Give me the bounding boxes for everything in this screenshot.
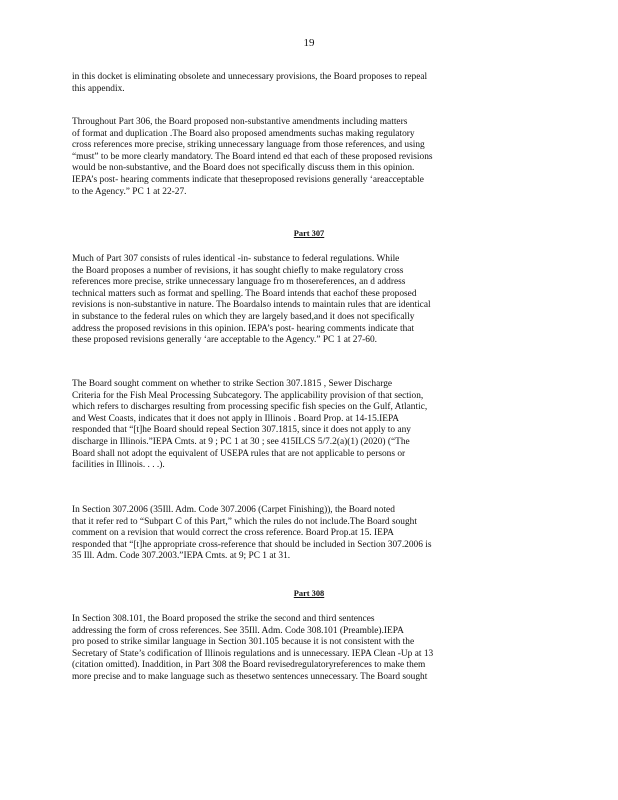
text-line: Much of Part 307 consists of rules identical -in- substance to federal regulations. While — [72, 254, 400, 264]
text-line: “must” to be more clearly mandatory. The Board intend ed that each of these proposed revisions — [72, 151, 433, 162]
text-line: the Board proposes a number of revisions, it has sought chiefly to make regulatory cross — [72, 265, 404, 276]
text-line: In Section 308.101, the Board proposed the strike the second and third sentences — [72, 614, 375, 624]
text-line: pro posed to strike similar language in Section 301.105 because it is not consistent with the — [72, 637, 415, 648]
text-line: this appendix. — [72, 83, 125, 94]
heading-part-308 — [0, 589, 618, 598]
paragraph-part-306 — [72, 117, 540, 198]
paragraph-section-307-2006 — [72, 505, 540, 563]
text-line: 35 Ill. Adm. Code 307.2003.”IEPA Cmts. at 9; PC 1 at 31. — [72, 551, 291, 562]
text-line: more precise and to make language such as thesetwo sentences unnecessary. The Board sought — [72, 671, 428, 682]
text-line: In Section 307.2006 (35Ill. Adm. Code 307.2006 (Carpet Finishing)), the Board noted — [72, 505, 395, 515]
text-line: The Board sought comment on whether to strike Section 307.1815 , Sewer Discharge — [72, 379, 393, 389]
text-line: Throughout Part 306, the Board proposed non-substantive amendments including matters — [72, 117, 408, 127]
text-line: responded that “[t]he appropriate cross-reference that should be included in Section 307.2006 is — [72, 539, 432, 550]
text-line: in this docket is eliminating obsolete and unnecessary provisions, the Board proposes to repeal — [72, 72, 428, 82]
text-line: discharge in Illinois.”IEPA Cmts. at 9 ; PC 1 at 30 ; see 415ILCS 5/7.2(a)(1) (2020) (“The — [72, 436, 410, 447]
text-line: and West Coasts, indicates that it does not apply in Illinois . Board Prop. at 14-15.IEPA — [72, 413, 400, 424]
paragraph-appendix-repeal — [72, 72, 540, 95]
text-line: (citation omitted). Inaddition, in Part 308 the Board revisedregulatoryreferences to make them — [72, 660, 426, 671]
text-line: Board shall not adopt the equivalent of USEPA rules that are not applicable to persons or — [72, 448, 406, 459]
paragraph-section-307-1815 — [72, 379, 540, 472]
text-line: Secretary of State’s codification of Illinois regulations and is unnecessary. IEPA Clean -Up at 13 — [72, 648, 434, 659]
text-line: would be non-substantive, and the Board does not specifically discuss them in this opinion. — [72, 163, 415, 174]
text-line: Criteria for the Fish Meal Processing Subcategory. The applicability provision of that section, — [72, 390, 424, 401]
text-line: facilities in Illinois. . . .). — [72, 460, 165, 471]
heading-part-308-text: Part 308 — [293, 589, 325, 598]
text-line: technical matters such as format and spelling. The Board intends that eachof these proposed — [72, 288, 417, 299]
heading-part-307-text: Part 307 — [293, 229, 325, 238]
text-line: addressing the form of cross references. See 35Ill. Adm. Code 308.101 (Preamble).IEPA — [72, 625, 404, 636]
text-line: which refers to discharges resulting from processing specific fish species on the Gulf, Atlantic, — [72, 402, 428, 413]
text-line: address the proposed revisions in this opinion. IEPA’s post- hearing comments indicate that — [72, 323, 415, 334]
text-line: that it refer red to “Subpart C of this Part,” which the rules do not include.The Board sought — [72, 516, 417, 527]
paragraph-part-307 — [72, 254, 540, 347]
text-line: comment on a revision that would correct the cross reference. Board Prop.at 15. IEPA — [72, 528, 394, 539]
text-line: cross references more precise, striking unnecessary language from those references, and using — [72, 140, 425, 151]
page-number: 19 — [303, 37, 315, 49]
paragraph-section-308-101 — [72, 614, 540, 684]
text-line: revisions is non-substantive in nature. The Boardalso intends to maintain rules that are identical — [72, 300, 431, 311]
text-line: references more precise, strike unnecessary language fro m thosereferences, an d address — [72, 277, 406, 288]
text-line: responded that “[t]he Board should repeal Section 307.1815, since it does not apply to any — [72, 425, 411, 436]
text-line: of format and duplication .The Board also proposed amendments suchas making regulatory — [72, 128, 415, 139]
text-line: these proposed revisions generally ‘are acceptable to the Agency.” PC 1 at 27-60. — [72, 335, 378, 346]
heading-part-307 — [0, 229, 618, 238]
text-line: to the Agency.” PC 1 at 22-27. — [72, 186, 187, 197]
text-line: in substance to the federal rules on which they are largely based,and it does not specifically — [72, 311, 415, 322]
text-line: IEPA’s post- hearing comments indicate that theseproposed revisions generally ‘areacceptable — [72, 174, 424, 185]
